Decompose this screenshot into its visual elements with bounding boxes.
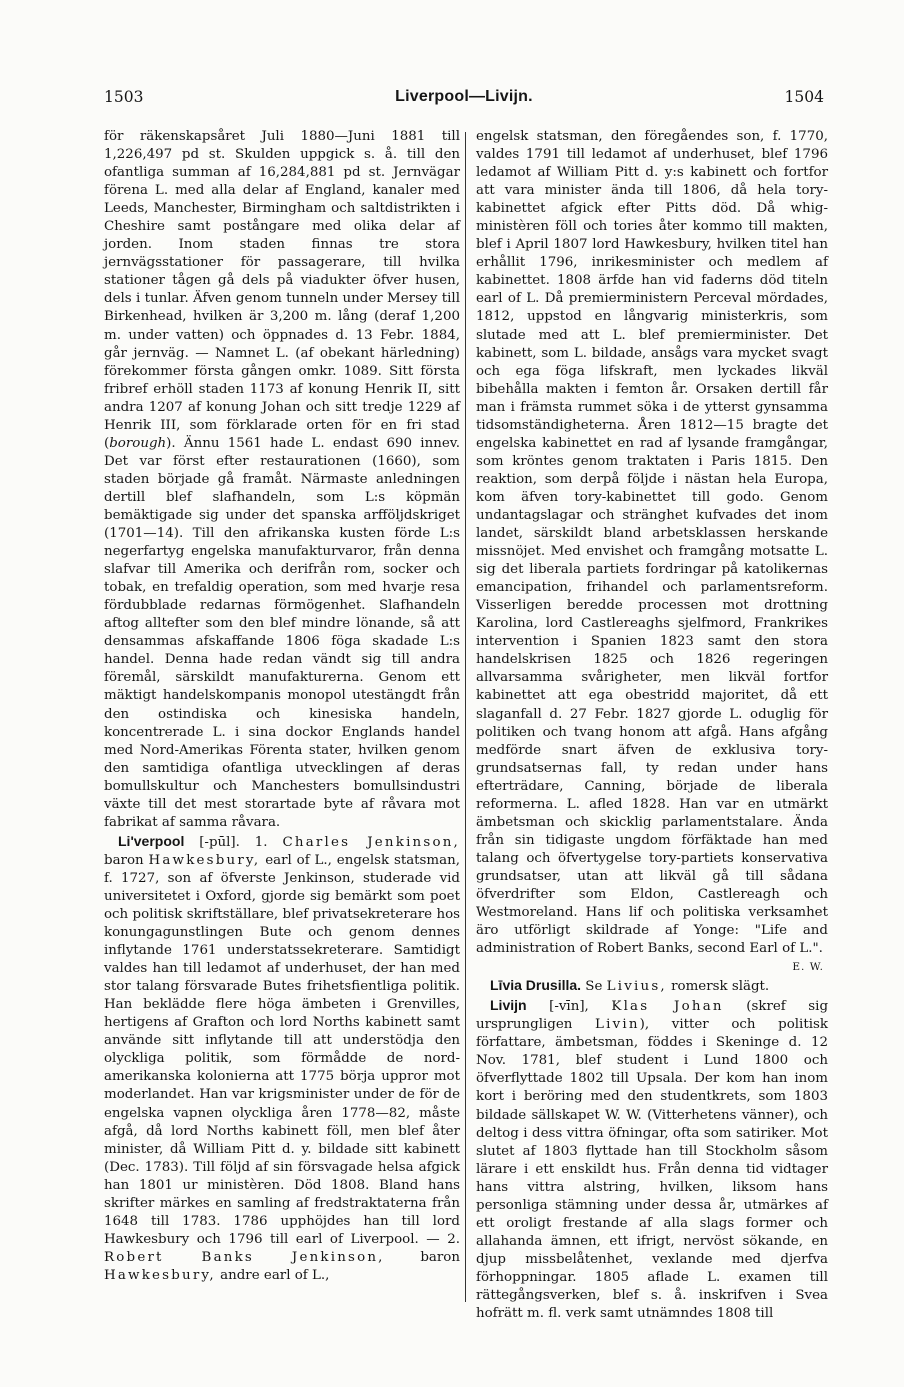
person-title: Hawkesbury,	[148, 852, 261, 868]
entry-text: Se	[581, 979, 607, 995]
paragraph-text: för räkenskapsåret Juli 1880—Juni 1881 till 1,226,497 pd st. Skulden uppgick s. å. till den ofantliga summan af 16,284,881 pd st. Jernvägar förena L. med alla delar af England, kanaler med Leeds, Manchester, Birmingham och saltdistrikten i Cheshire samt postångare med olika delar af jorden. Inom staden finnas tre stora jernvägsstationer för passagerare, till hvilka stationer tågen gå dels på viadukter öfver husen, dels i tunlar. Äfven genom tunneln under Mersey till Birkenhead, hvilken är 3,200 m. lång (deraf 1,200 m. under vatten) och öppnades d. 13 Febr. 1884, går jernväg. — Namnet L. (af obekant härledning) förekommer första gången omkr. 1089. Sitt första fribref erhöll staden 1173 af konung Henrik II, sitt andra 1207 af konung Johan och sitt tredje 1229 af Henrik III, som förklarade orten för en fri stad (	[104, 129, 460, 451]
column-divider	[465, 132, 466, 1302]
entry-text: ), vitter och politisk författare, ämbetsman, föddes i Skeninge d. 12 Nov. 1781, blef student i Lund 1800 och öfverflyttade 1802 till Upsala. Der kom han inom kort i beröring med den studentkrets, som 1803 bildade sällskapet W. W. (Vitterhetens vänner), och deltog i dess vittra öfningar, ofta som satiriker. Mot slutet af 1803 flyttade han till Stockholm såsom lärare i ett enskildt hus. Från denna tid vidtager hans vittra alstring, hvilken, liksom hans personliga stämning under dessa år, utmärkes af ett oroligt frestande af alla slags former och allahanda ämnen, ett ifrigt, nervöst sökande, en djup missbelåtenhet, vexlande med djerfva förhoppningar. 1805 aflade L. examen till rättegångsverken, blef s. å. inskrifven i Svea hofrätt m. fl. verk samt utnämndes 1808 till	[476, 1017, 828, 1322]
left-column	[104, 128, 460, 1285]
running-header	[104, 88, 824, 114]
entry-liverpool-earl	[104, 832, 460, 1285]
entry-text: baron	[104, 852, 149, 868]
liverpool-earl-continuation	[476, 128, 828, 974]
paragraph-text: ). Ännu 1561 hade L. endast 690 innev. Det var först efter restaurationen (1660), som staden började gå framåt. Närmaste anledningen dertill blef slafhandeln, som L:s köpmän bemäktigade sig under det spanska arfföljdskriget (1701—14). Till den afrikanska kusten förde L:s negerfartyg engelska manufakturvaror, från denna slafvar till Amerika och derifrån rom, socker och tobak, en trefaldig operation, som med hvarje resa fördubblade redarnas förmögenhet. Slafhandeln aftog alltefter som den blef mindre lönande, så att densammas afskaffande 1806 föga skadade L:s handel. Denna hade redan vändt sig till andra föremål, särskildt manufakturerna. Genom ett mäktigt handelskompanis monopol utestängdt från den ostindiska och kinesiska handeln, koncentrerade L. i sina dockor Englands handel med Nord-Amerikas Förenta stater, hvilken genom den samtidiga ofantliga utvecklingen af deras bomullskultur och Manchesters bomullsindustri växte till det mest storartade byte af råvara mot fabrikat af samma råvara.	[104, 435, 460, 830]
liverpool-city-continuation	[104, 128, 460, 832]
entry-text: andre earl of L.,	[215, 1267, 330, 1283]
pronunciation: [-pūl]. 1.	[184, 834, 283, 850]
right-column	[476, 128, 828, 1323]
entry-headword: Līvia Drusilla.	[490, 977, 582, 994]
cross-reference: Livius,	[606, 979, 667, 995]
page-number-right: 1504	[784, 88, 824, 106]
running-title: Liverpool—Livijn.	[395, 88, 533, 105]
paragraph-text: engelsk statsman, den föregåendes son, f. 1770, valdes 1791 till ledamot af underhuset, blef 1796 ledamot af William Pitt d. y:s kabinett och fortfor att vara minister ända till 1806, då hela tory-kabinettet afgick efter Pitts död. Då whig-ministèren föll och tories åter kommo till makten, blef i April 1807 lord Hawkesbury, hvilken titel han erhållit 1796, inrikesminister och medlem af kabinettet. 1808 ärfde han vid faderns död titeln earl of L. Då premierministern Perceval mördades, 1812, uppstod en långvarig ministerkris, som slutade med att L. blef premierminister. Det kabinett, som L. bildade, ansågs vara mycket svagt och ega föga lifskraft, men lyckades likväl bibehålla makten i femton år. Orsaken dertill får man i främsta rummet söka i de ytterst gynsamma tidsomständigheterna. Åren 1812—15 bragte det engelska kabinettet en rad af lysande framgångar, som kröntes genom traktaten i Paris 1815. Den reaktion, som derpå följde i nästan hela Europa, kom äfven tory-kabinettet till godo. Genom undantagslagar och stränghet kufvades det inom landet, särskildt bland arbetsklassen herskande missnöjet. Med envishet och framgång motsatte L. sig det liberala partiets fordringar på katolikernas emancipation, frihandel och parlamentsreform. Visserligen beredde processen mot drottning Karolina, lord Castlereaghs sjelfmord, Frankrikes intervention i Spanien 1823 samt den stora handelskrisen 1825 och 1826 regeringen allvarsamma svårigheter, men likväl fortfor kabinettet att ega obestridd majoritet, då ett slaganfall d. 27 Febr. 1827 gjorde L. oduglig för politiken och tvang honom att afgå. Hans afgång medförde snart äfven de exklusiva tory-grundsatsernas fall, ty redan under hans efterträdare, Canning, började de liberala reformerna. L. afled 1828. Han var en utmärkt ämbetsman och skicklig parlamentstalare. Ända från sin tidigaste ungdom förfäktade han med talang och öfvertygelse tory-partiets konservativa grundsatser, utan att likväl gå till sådana öfverdrifter som Eldon, Castlereagh och Westmoreland. Hans lif och politiska verksamhet äro utförligt skildrade af Yonge: "Life and administration of Robert Banks, second Earl of L.".	[476, 129, 828, 957]
entry-livijn	[476, 996, 828, 1323]
entry-text: (skref sig ursprungligen	[476, 999, 829, 1033]
person-name: Klas Johan	[611, 999, 724, 1015]
entry-headword: Livijn	[490, 997, 527, 1014]
pronunciation: [-vīn],	[526, 999, 612, 1015]
entry-text: earl of L., engelsk statsman, f. 1727, son af öfverste Jenkinson, studerade vid universitetet i Oxford, gjorde sig bemärkt som poet och politisk skriftställare, blef privatsekreterare hos konungagunstlingen Bute och genom dennes inflytande 1761 understatssekreterare. Samtidigt valdes han till ledamot af underhuset, der han med stor talang försvarade Butes frihetsfientliga politik. Han beklädde flere höga ämbeten i Grenvilles, hertigens af Grafton och lord Norths kabinett samt använde sitt inflytande till att understödja den olyckliga politik, som förmådde de nord-amerikanska kolonierna att 1775 börja uppror mot moderlandet. Han var krigsminister under de för de engelska vapnen olyckliga åren 1778—82, måste afgå, då lord Norths kabinett föll, men blef åter minister, då William Pitt d. y. bildade sitt kabinett (Dec. 1783). Till följd af sin försvagade helsa afgick han 1801 ur ministèren. Död 1808. Bland hans skrifter märkes en samling af fredstraktaterna från 1648 till 1783. 1786 upphöjdes han till lord Hawkesbury och 1796 till earl of Liverpool. — 2.	[104, 852, 460, 1247]
person-title: Hawkesbury,	[104, 1267, 216, 1283]
page-number-left: 1503	[104, 88, 144, 106]
entry-livia-drusilla	[476, 976, 828, 996]
person-name: Charles Jenkinson,	[282, 834, 460, 850]
person-name: Livin	[595, 1017, 640, 1033]
author-signature: E. W.	[792, 961, 824, 974]
italic-word: borough	[109, 435, 167, 451]
entry-text: baron	[384, 1249, 460, 1265]
entry-text: romersk slägt.	[666, 979, 770, 995]
entry-headword: Li'verpool	[118, 832, 185, 849]
person-name: Robert Banks Jenkinson,	[104, 1249, 385, 1265]
